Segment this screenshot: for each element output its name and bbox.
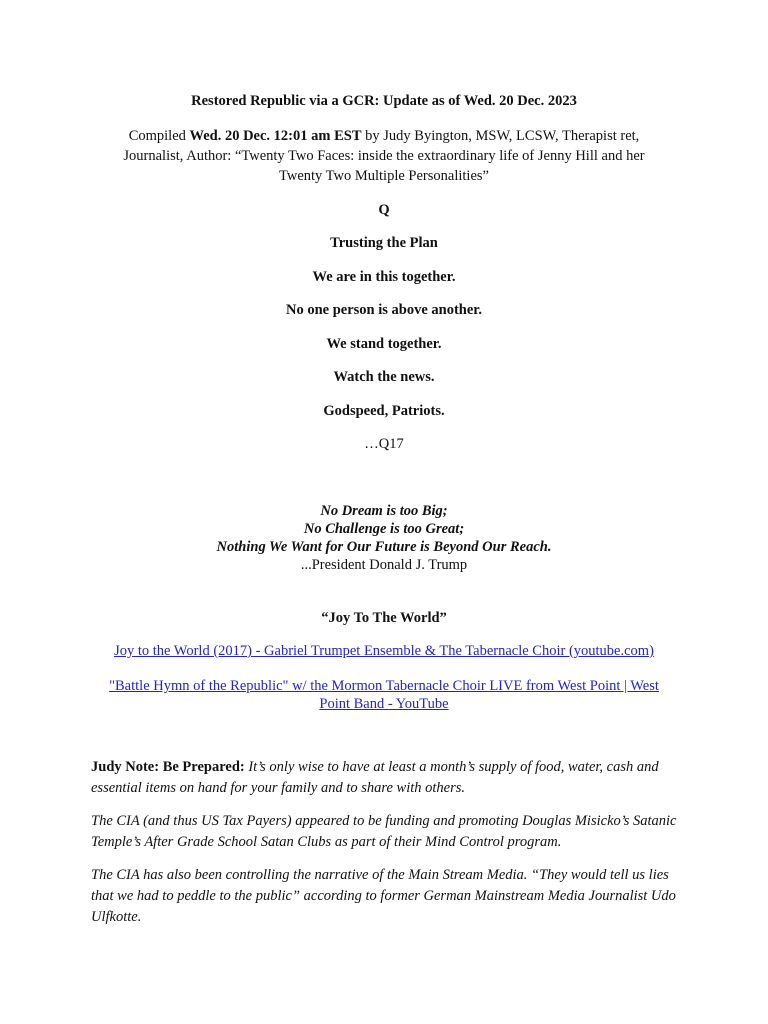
quote-line-3: Nothing We Want for Our Future is Beyond Our Reach. [216, 539, 552, 555]
quote-attribution: ...President Donald J. Trump [300, 557, 468, 573]
compiled-line-1: Compiled Wed. 20 Dec. 12:01 am EST by Judy Byington, MSW, LCSW, Therapist ret, [128, 128, 640, 144]
cia-satan-paragraph: The CIA (and thus US Tax Payers) appeared to be funding and promoting Douglas Misicko’s Satanic Temple’s After Grade School Satan Clubs as part of their Mind Control program. [91, 813, 677, 850]
quote-line-2: No Challenge is too Great; [303, 521, 465, 537]
judy-note-label: Judy Note: Be Prepared: [91, 759, 245, 775]
compiled-line-3: Twenty Two Multiple Personalities” [279, 168, 489, 184]
q-line-2: We are in this together. [312, 269, 456, 285]
q-signature: …Q17 [364, 436, 404, 452]
music-heading: “Joy To The World” [321, 610, 447, 626]
trump-quote [60, 502, 708, 574]
judy-note-paragraph [91, 757, 681, 799]
q-line-5: Watch the news. [333, 369, 435, 385]
compiled-line-2: Journalist, Author: “Twenty Two Faces: inside the extraordinary life of Jenny Hill and her [123, 148, 645, 164]
q-heading: Q [378, 202, 390, 218]
compiled-byline [60, 126, 708, 186]
q-line-4: We stand together. [326, 336, 442, 352]
compiled-time: Wed. 20 Dec. 12:01 am EST [189, 128, 362, 144]
judy-note-text: It’s only wise to have at least a month’s supply of food, water, cash and essential items on hand for your family and to share with others. [91, 759, 659, 796]
link-joy-to-the-world-container [60, 642, 708, 660]
link-battle-hymn-container [60, 677, 708, 713]
link-battle-hymn[interactable]: "Battle Hymn of the Republic" w/ the Mormon Tabernacle Choir LIVE from West Point | West Point Band - YouTube [109, 678, 659, 712]
cia-media-paragraph: The CIA has also been controlling the narrative of the Main Stream Media. “They would tell us lies that we had to peddle to the public” according to former German Mainstream Media Journalist Udo Ulfkotte. [91, 867, 676, 925]
quote-line-1: No Dream is too Big; [320, 503, 448, 519]
q-line-3: No one person is above another. [285, 302, 483, 318]
q-line-6: Godspeed, Patriots. [323, 403, 445, 419]
q-line-1: Trusting the Plan [330, 235, 438, 251]
link-joy-to-the-world[interactable]: Joy to the World (2017) - Gabriel Trumpet Ensemble & The Tabernacle Choir (youtube.com) [114, 643, 654, 659]
document-title: Restored Republic via a GCR: Update as of Wed. 20 Dec. 2023 [191, 93, 577, 109]
